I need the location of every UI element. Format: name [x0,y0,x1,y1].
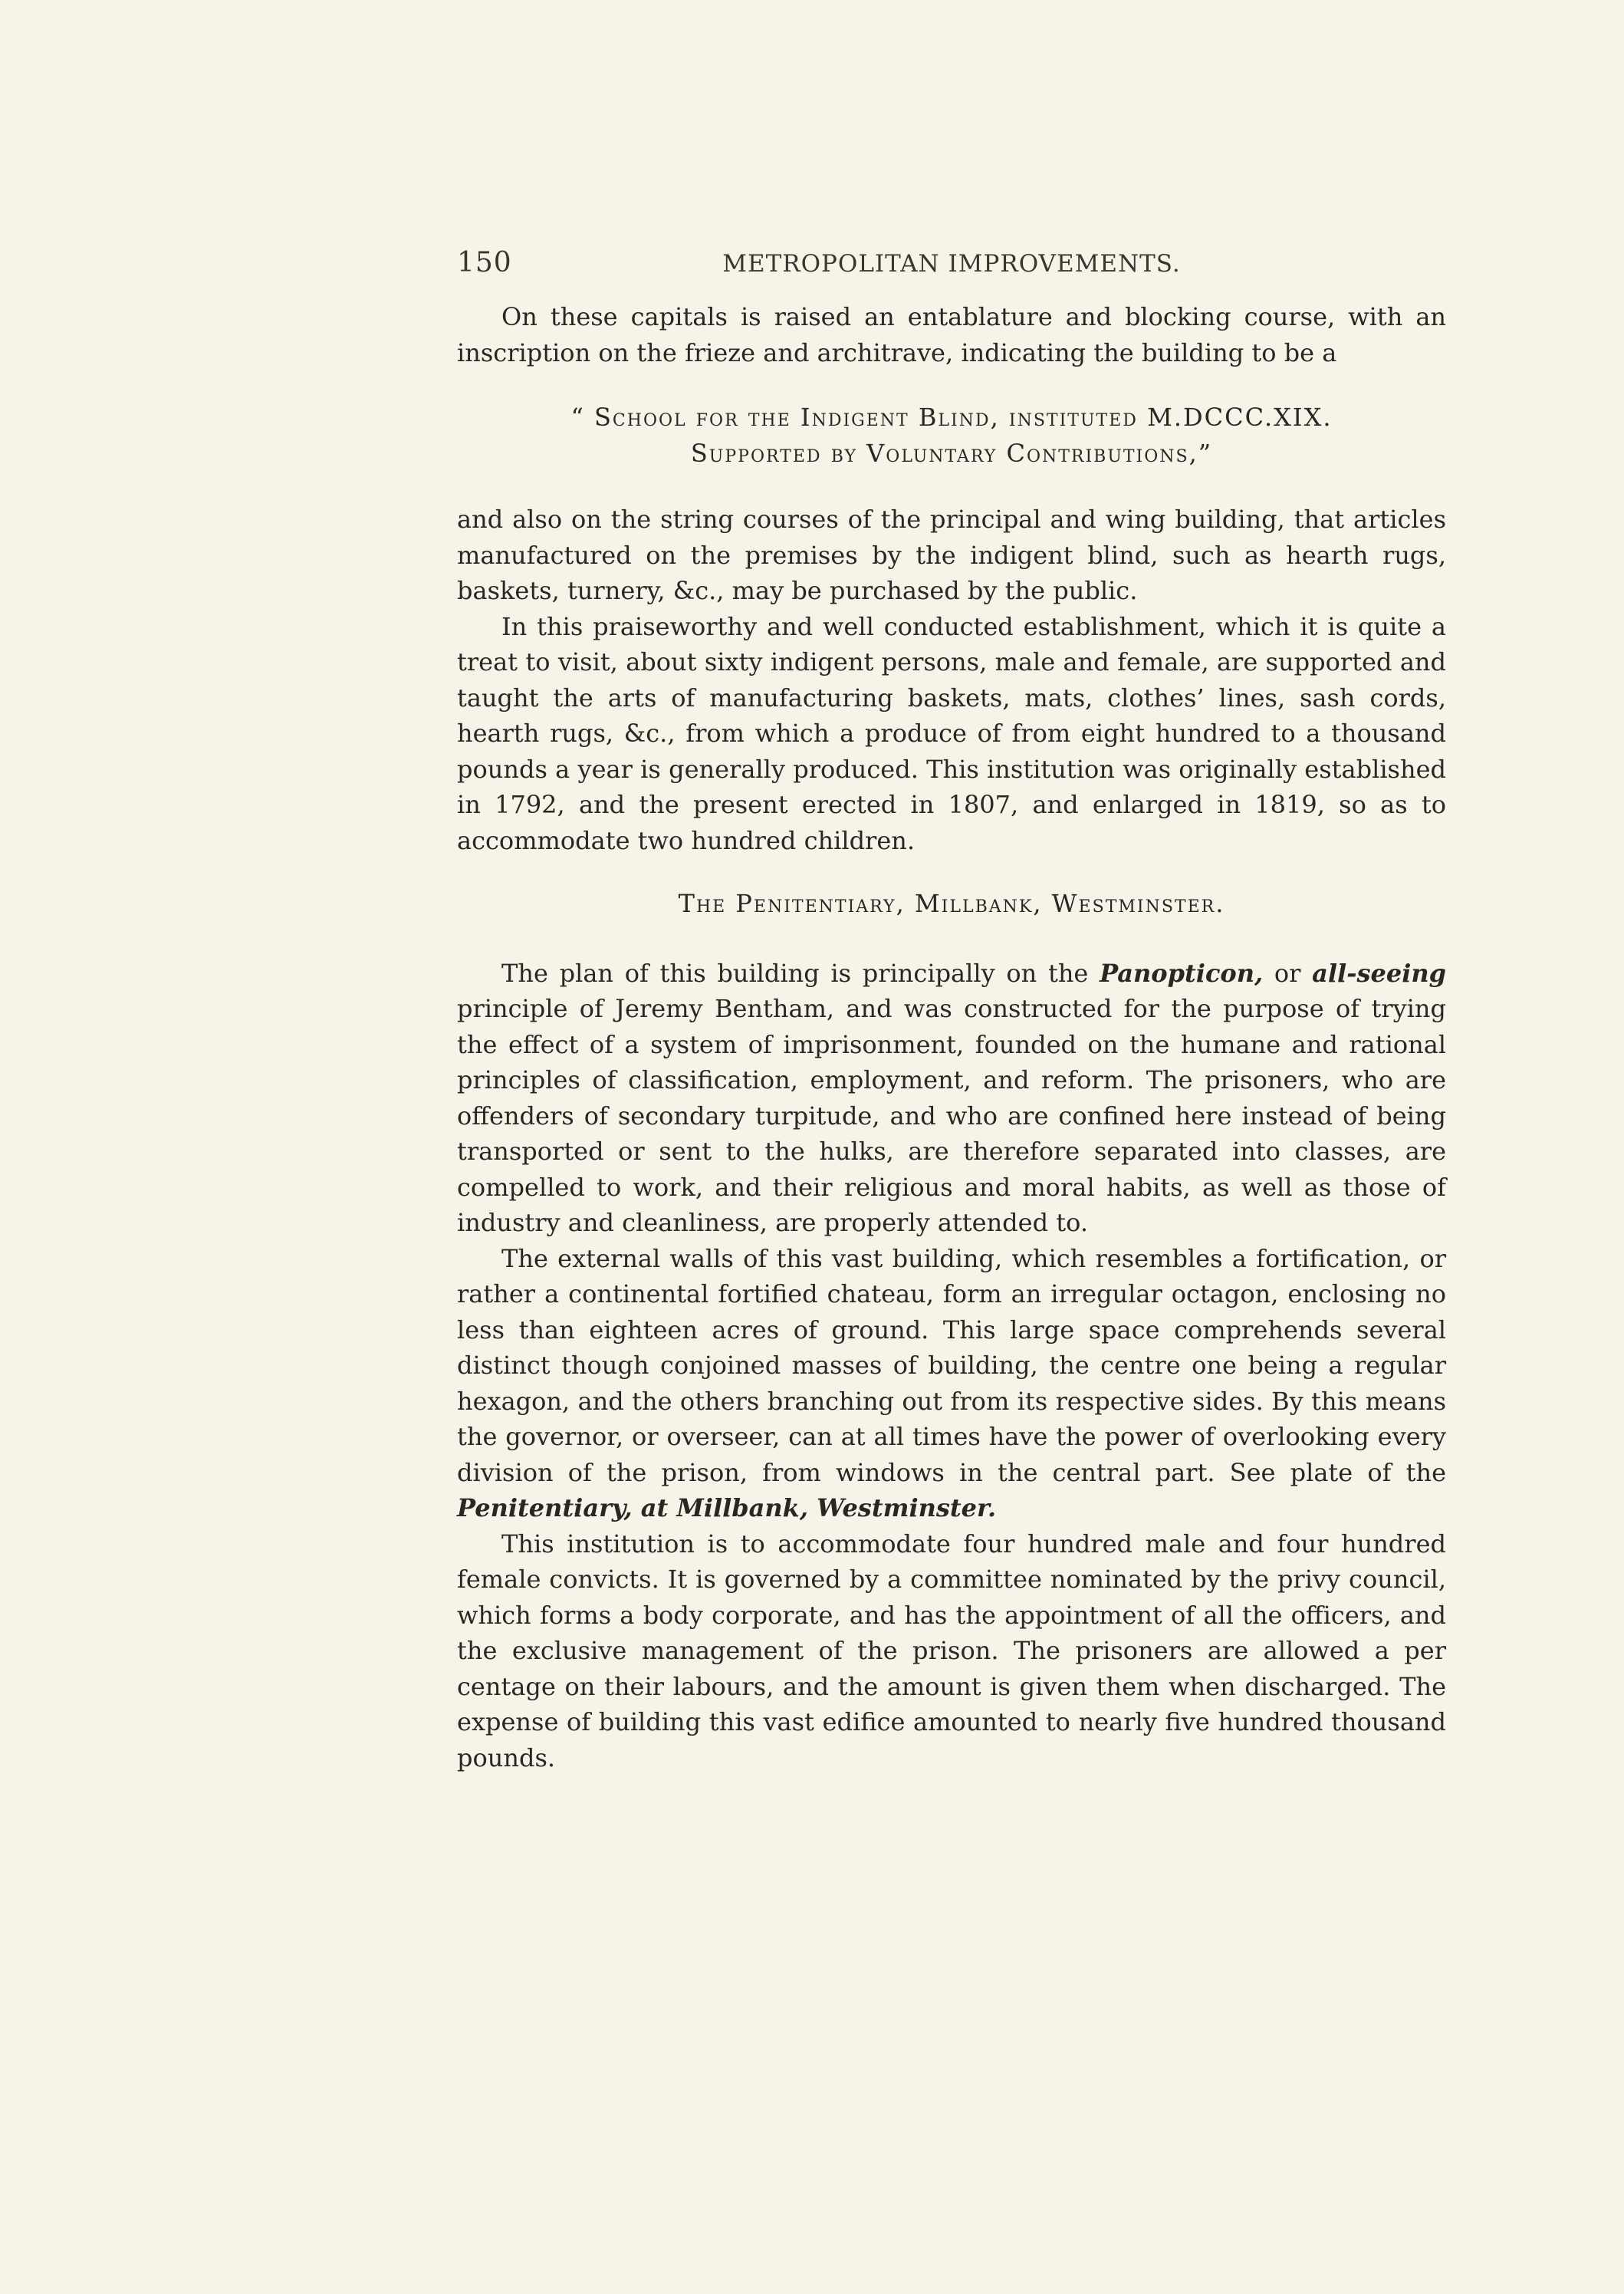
para4-text-b: or [1263,958,1313,988]
running-head: METROPOLITAN IMPROVEMENTS. [722,250,1181,278]
paragraph-establishment: In this praiseworthy and well conducted establishment, which it is quite a treat to visit, about sixty indigent persons, male and female, are supported and taught the arts of manufacturing baskets, mats, clothes’ lines, sash cords, hearth rugs, &c., from which a produce of from eight hundred to a thousand pounds a year is generally produced. This institution was originally established in 1792, and the present erected in 1807, and enlarged in 1819, so as to accommodate two hundred children. [457,611,1446,855]
all-seeing-italic: all-seeing [1312,958,1447,988]
inscription-line-2: Supported by Voluntary Contributions,” [690,438,1213,468]
section-heading-penitentiary: The Penitentiary, Millbank, Westminster. [678,889,1225,918]
page-number: 150 [457,247,512,278]
plate-reference-italic: Penitentiary, at Millbank, Westminster. [457,1493,997,1522]
inscription-quote [457,400,1446,471]
panopticon-italic: Panopticon, [1100,958,1264,988]
paragraph-entablature: On these capitals is raised an entablature and blocking course, with an inscription on the frieze and architrave, indicating the building to be a [457,302,1446,367]
paragraph-string-courses: and also on the string courses of the principal and wing building, that articles manufactured on the premises by the indigent blind, such as hearth rugs, baskets, turnery, &c., may be purchased by the public. [457,505,1446,605]
page-header [457,247,1446,287]
para5-text-a: The external walls of this vast building, which resembles a fortification, or rather a continental fortified chateau, form an irregular octagon, enclosing no less than eighteen acres of ground. This large space comprehends several distinct though conjoined masses of building, the centre one being a regular hexagon, and the others branching out from its respective sides. By this means the governor, or overseer, can at all times have the power of overlooking every division of the prison, from windows in the central part. See plate of the [457,1243,1446,1487]
body-text [457,299,1446,1776]
inscription-line-1-text: “ School for the Indigent Blind, instituted [570,403,1148,432]
paragraph-institution: This institution is to accommodate four hundred male and four hundred female convicts. It is governed by a committee nominated by the privy council, which forms a body corporate, and has the appointment of all the officers, and the exclusive management of the prison. The prisoners are allowed a per centage on their labours, and the amount is given them when discharged. The expense of building this vast edifice amounted to nearly five hundred thousand pounds. [457,1529,1446,1772]
paragraph-external-walls [457,1241,1446,1526]
para4-text-c: principle of Jeremy Bentham, and was constructed for the purpose of trying the effect of a system of imprisonment, founded on the humane and rational principles of classification, employment, and reform. The prisoners, who are offenders of secondary turpitude, and who are confined here instead of being transported or sent to the hulks, are therefore separated into classes, are compelled to work, and their religious and moral habits, as well as those of industry and cleanliness, are properly attended to. [457,994,1446,1237]
inscription-roman-numeral: M.DCCC.XIX. [1147,403,1333,432]
para4-text-a: The plan of this building is principally on the [501,958,1100,988]
paragraph-panopticon [457,956,1446,1241]
inscription-line-1 [457,400,1446,436]
